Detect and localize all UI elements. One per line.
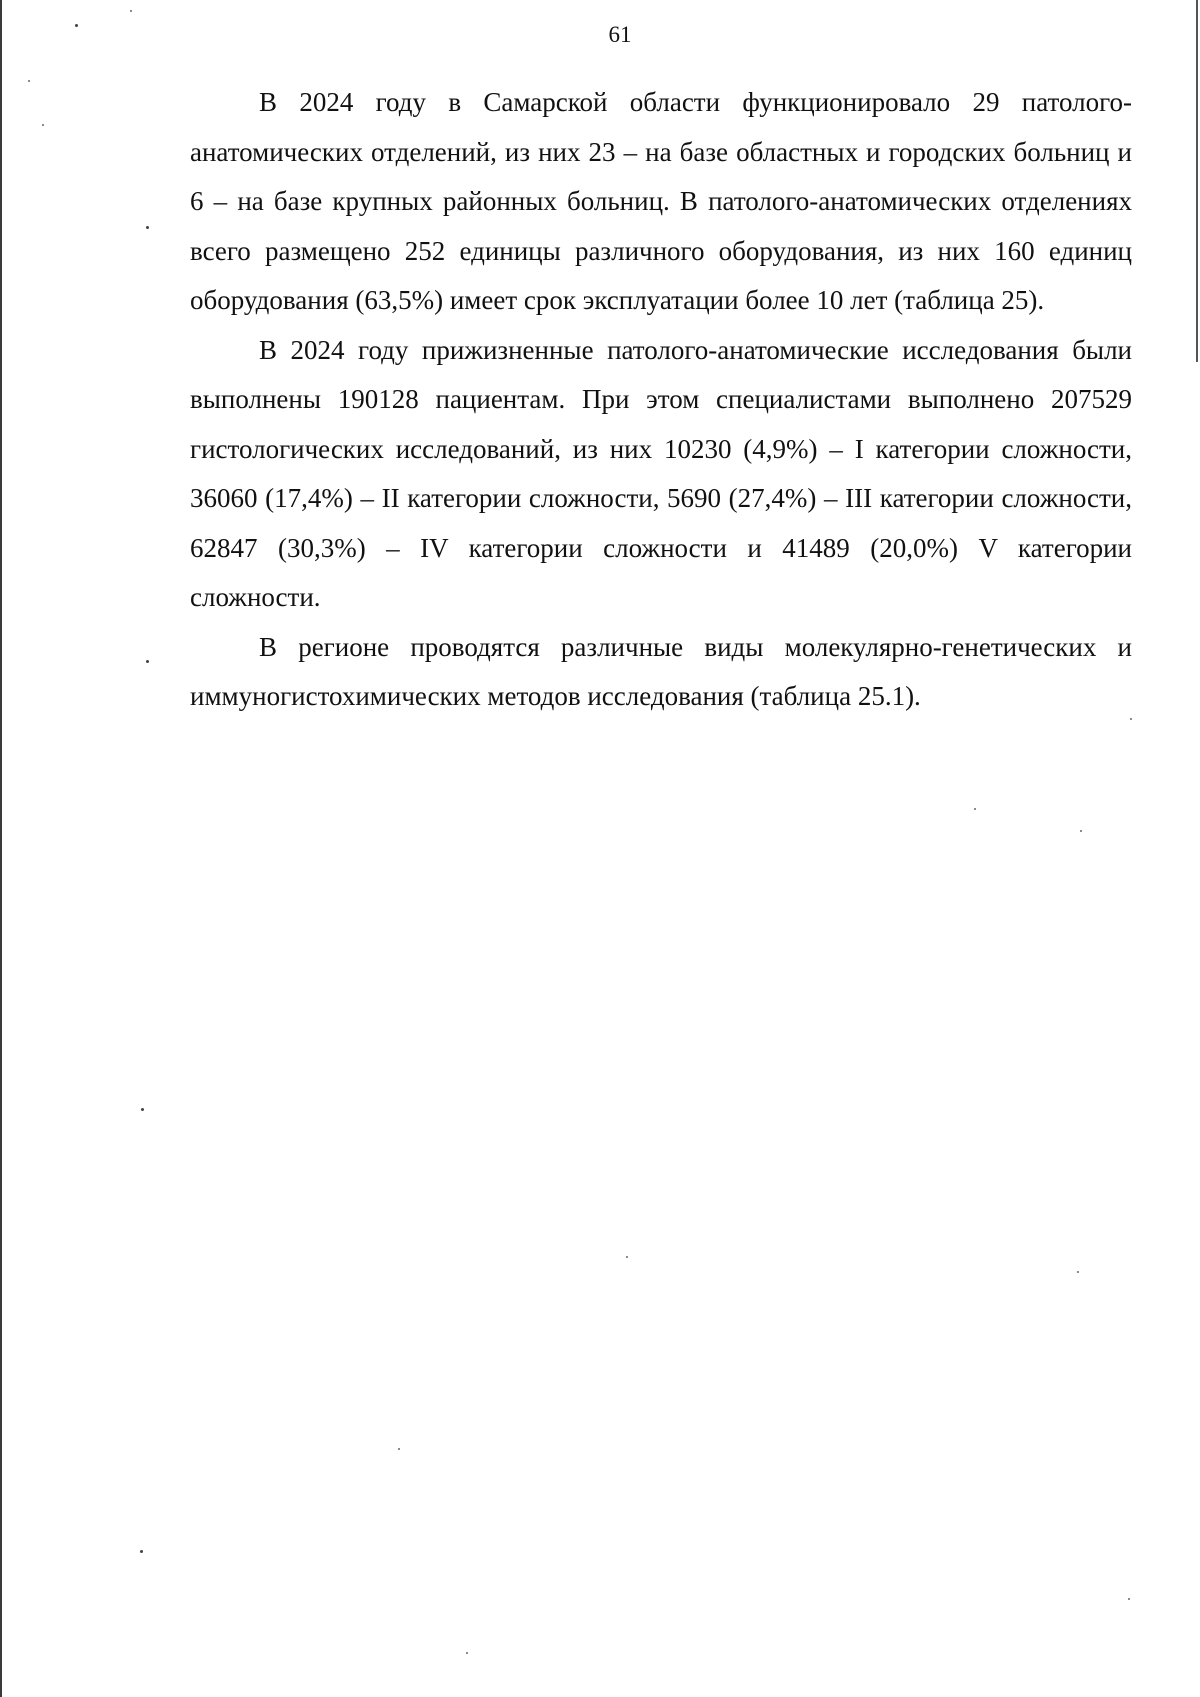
paragraph-histology-studies: В 2024 году прижизненные патолого-анатомические исследования были выполнены 190128 пациентам. При этом специалистами выполнено 207529 гистологических исследований, из них 10230 (4,9%) – I категории сложности, 36060 (17,4%) – II категории сложности, 5690 (27,4%) – III категории сложности, 62847 (30,3%) – IV категории сложности и 41489 (20,0%) V категории сложности.	[190, 334, 1132, 612]
scan-speck	[626, 1256, 628, 1258]
scan-speck	[1077, 1271, 1079, 1273]
scan-speck	[1130, 718, 1132, 720]
scan-speck	[146, 226, 149, 229]
paragraph-pathology-departments: В 2024 году в Самарской области функционировало 29 патолого-анатомических отделений, из них 23 – на базе областных и городских больниц и 6 – на базе крупных районных больниц. В патолого-анатомических отделениях всего размещено 252 единицы различного оборудования, из них 160 единиц оборудования (63,5%) имеет срок эксплуатации более 10 лет (таблица 25).	[190, 87, 1132, 315]
scan-speck	[140, 1550, 143, 1553]
scan-speck	[75, 24, 78, 27]
paragraph-molecular-methods: В регионе проводятся различные виды молекулярно-генетических и иммуногистохимических методов исследования (таблица 25.1).	[190, 631, 1132, 711]
scan-speck	[398, 1448, 400, 1450]
scan-speck	[974, 808, 976, 810]
page-number: 61	[608, 22, 632, 47]
scan-edge-right	[1196, 0, 1198, 362]
scan-speck	[466, 1652, 468, 1654]
scan-speck	[42, 124, 44, 126]
scan-speck	[28, 80, 30, 82]
body-text	[190, 78, 1132, 722]
scan-speck	[146, 660, 149, 663]
scan-speck	[141, 1108, 144, 1111]
scan-speck	[130, 10, 132, 12]
scan-speck	[1128, 1598, 1130, 1600]
scan-edge-left	[0, 0, 2, 1697]
scan-speck	[1080, 830, 1082, 832]
